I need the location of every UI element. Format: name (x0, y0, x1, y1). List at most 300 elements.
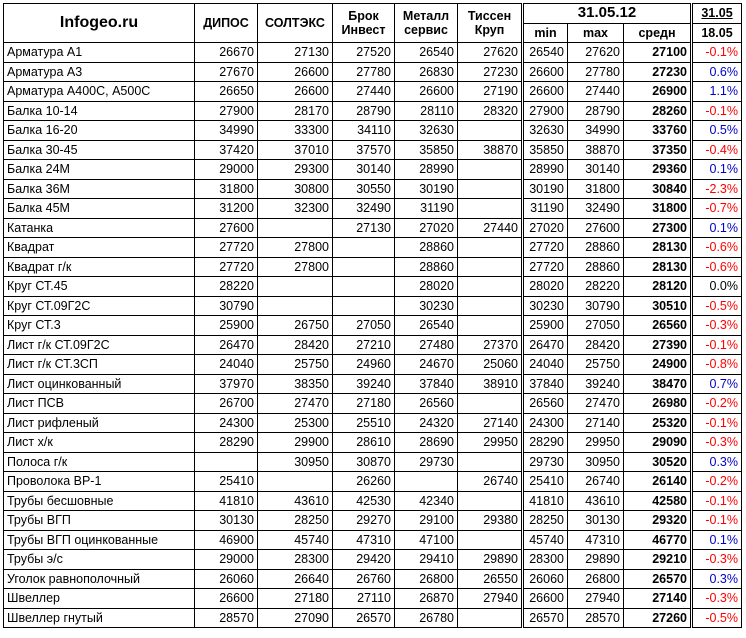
price-brok-invest: 42530 (333, 491, 395, 511)
product-name: Швеллер (4, 589, 195, 609)
price-tissen-krup (458, 121, 523, 141)
price-tissen-krup: 29380 (458, 511, 523, 531)
price-min: 29730 (523, 452, 568, 472)
price-avg: 37350 (624, 140, 692, 160)
price-avg: 26560 (624, 316, 692, 336)
price-avg: 29360 (624, 160, 692, 180)
price-soltex: 32300 (258, 199, 333, 219)
price-avg: 27100 (624, 43, 692, 63)
price-metall-servis: 30190 (395, 179, 458, 199)
supplier-header-metall-servis: Металл сервис (395, 4, 458, 43)
price-dipos: 30790 (195, 296, 258, 316)
price-soltex: 27800 (258, 257, 333, 277)
price-soltex: 43610 (258, 491, 333, 511)
price-metall-servis: 29730 (395, 452, 458, 472)
price-min: 37840 (523, 374, 568, 394)
price-tissen-krup (458, 179, 523, 199)
price-dipos: 34990 (195, 121, 258, 141)
stat-header-avg: средн (624, 23, 692, 43)
price-change: -0.2% (692, 472, 742, 492)
price-brok-invest: 27050 (333, 316, 395, 336)
table-row (4, 569, 742, 589)
price-soltex (258, 218, 333, 238)
price-min: 28300 (523, 550, 568, 570)
price-tissen-krup (458, 491, 523, 511)
price-soltex: 30950 (258, 452, 333, 472)
price-soltex: 29900 (258, 433, 333, 453)
price-avg: 30510 (624, 296, 692, 316)
price-tissen-krup (458, 296, 523, 316)
price-metall-servis: 37840 (395, 374, 458, 394)
price-change: 0.3% (692, 452, 742, 472)
price-avg: 25320 (624, 413, 692, 433)
price-min: 24300 (523, 413, 568, 433)
price-avg: 27300 (624, 218, 692, 238)
price-avg: 28130 (624, 257, 692, 277)
table-row (4, 296, 742, 316)
price-metall-servis: 28990 (395, 160, 458, 180)
product-name: Балка 24М (4, 160, 195, 180)
price-avg: 26900 (624, 82, 692, 102)
price-min: 30230 (523, 296, 568, 316)
price-min: 45740 (523, 530, 568, 550)
price-metall-servis: 28110 (395, 101, 458, 121)
price-max: 30950 (568, 452, 624, 472)
product-name: Лист рифленый (4, 413, 195, 433)
price-avg: 30520 (624, 452, 692, 472)
product-name: Катанка (4, 218, 195, 238)
price-rows (4, 43, 742, 628)
price-min: 26470 (523, 335, 568, 355)
price-change: -0.6% (692, 238, 742, 258)
price-tissen-krup (458, 277, 523, 297)
price-change: 0.1% (692, 218, 742, 238)
price-dipos: 30130 (195, 511, 258, 531)
price-metall-servis (395, 472, 458, 492)
price-avg: 30840 (624, 179, 692, 199)
price-max: 27140 (568, 413, 624, 433)
price-avg: 29210 (624, 550, 692, 570)
price-soltex: 28250 (258, 511, 333, 531)
price-dipos: 27720 (195, 238, 258, 258)
price-change: 0.0% (692, 277, 742, 297)
site-brand[interactable]: Infogeo.ru (4, 4, 195, 43)
price-avg: 31800 (624, 199, 692, 219)
price-max: 27600 (568, 218, 624, 238)
price-soltex: 28300 (258, 550, 333, 570)
price-brok-invest: 28610 (333, 433, 395, 453)
product-name: Лист г/к СТ.3СП (4, 355, 195, 375)
table-row (4, 433, 742, 453)
price-max: 28220 (568, 277, 624, 297)
price-change: 0.3% (692, 569, 742, 589)
price-change: -0.1% (692, 101, 742, 121)
price-brok-invest: 30140 (333, 160, 395, 180)
price-max: 27780 (568, 62, 624, 82)
table-row (4, 257, 742, 277)
table-row (4, 511, 742, 531)
supplier-header-brok-invest: Брок Инвест (333, 4, 395, 43)
price-tissen-krup (458, 394, 523, 414)
price-min: 26060 (523, 569, 568, 589)
price-brok-invest: 37570 (333, 140, 395, 160)
price-tissen-krup (458, 530, 523, 550)
price-brok-invest: 27440 (333, 82, 395, 102)
price-brok-invest (333, 257, 395, 277)
price-brok-invest: 26260 (333, 472, 395, 492)
current-date-header: 31.05.12 (523, 4, 692, 24)
price-brok-invest: 27210 (333, 335, 395, 355)
price-avg: 27140 (624, 589, 692, 609)
price-avg: 28260 (624, 101, 692, 121)
price-min: 26540 (523, 43, 568, 63)
price-min: 24040 (523, 355, 568, 375)
table-row (4, 335, 742, 355)
price-tissen-krup (458, 316, 523, 336)
table-row (4, 43, 742, 63)
product-name: Швеллер гнутый (4, 608, 195, 628)
price-dipos: 26600 (195, 589, 258, 609)
product-name: Трубы э/с (4, 550, 195, 570)
price-metall-servis: 28020 (395, 277, 458, 297)
table-row (4, 589, 742, 609)
price-metall-servis: 26870 (395, 589, 458, 609)
price-min: 28250 (523, 511, 568, 531)
price-min: 26560 (523, 394, 568, 414)
product-name: Трубы ВГП (4, 511, 195, 531)
price-avg: 38470 (624, 374, 692, 394)
product-name: Балка 10-14 (4, 101, 195, 121)
change-date-top[interactable]: 31.05 (692, 4, 742, 24)
price-metall-servis: 30230 (395, 296, 458, 316)
price-max: 31800 (568, 179, 624, 199)
stat-header-max: max (568, 23, 624, 43)
price-soltex: 26600 (258, 62, 333, 82)
price-change: -0.3% (692, 589, 742, 609)
price-soltex: 26750 (258, 316, 333, 336)
price-max: 27470 (568, 394, 624, 414)
price-max: 27440 (568, 82, 624, 102)
price-min: 27720 (523, 238, 568, 258)
price-max: 26740 (568, 472, 624, 492)
price-avg: 33760 (624, 121, 692, 141)
price-min: 30190 (523, 179, 568, 199)
price-brok-invest (333, 296, 395, 316)
price-metall-servis: 31190 (395, 199, 458, 219)
price-max: 28860 (568, 238, 624, 258)
price-max: 28570 (568, 608, 624, 628)
price-change: -0.3% (692, 550, 742, 570)
price-change: 0.5% (692, 121, 742, 141)
price-soltex: 33300 (258, 121, 333, 141)
price-avg: 26140 (624, 472, 692, 492)
price-min: 26600 (523, 82, 568, 102)
price-min: 27020 (523, 218, 568, 238)
table-row (4, 550, 742, 570)
price-metall-servis: 24320 (395, 413, 458, 433)
price-change: -0.5% (692, 296, 742, 316)
product-name: Круг СТ.09Г2С (4, 296, 195, 316)
price-brok-invest (333, 277, 395, 297)
price-dipos: 24040 (195, 355, 258, 375)
supplier-header-dipos: ДИПОС (195, 4, 258, 43)
price-tissen-krup: 27140 (458, 413, 523, 433)
price-change: -0.1% (692, 511, 742, 531)
product-name: Балка 36М (4, 179, 195, 199)
table-row (4, 62, 742, 82)
price-change: -0.2% (692, 394, 742, 414)
price-dipos: 29000 (195, 550, 258, 570)
price-change: 1.1% (692, 82, 742, 102)
product-name: Лист оцинкованный (4, 374, 195, 394)
price-soltex: 28170 (258, 101, 333, 121)
price-dipos: 28220 (195, 277, 258, 297)
price-change: -0.3% (692, 433, 742, 453)
price-change: -0.6% (692, 257, 742, 277)
price-dipos: 24300 (195, 413, 258, 433)
price-max: 27050 (568, 316, 624, 336)
price-metall-servis: 29100 (395, 511, 458, 531)
price-tissen-krup: 27620 (458, 43, 523, 63)
price-brok-invest: 47310 (333, 530, 395, 550)
price-metall-servis: 28860 (395, 238, 458, 258)
price-soltex (258, 277, 333, 297)
product-name: Квадрат г/к (4, 257, 195, 277)
price-change: -2.3% (692, 179, 742, 199)
price-max: 29890 (568, 550, 624, 570)
product-name: Трубы ВГП оцинкованные (4, 530, 195, 550)
price-soltex: 37010 (258, 140, 333, 160)
price-metall-servis: 35850 (395, 140, 458, 160)
table-row (4, 160, 742, 180)
price-soltex: 29300 (258, 160, 333, 180)
table-row (4, 608, 742, 628)
price-dipos: 31200 (195, 199, 258, 219)
table-row (4, 140, 742, 160)
change-date-bottom: 18.05 (692, 23, 742, 43)
price-table (3, 3, 742, 628)
stat-header-min: min (523, 23, 568, 43)
price-tissen-krup: 27230 (458, 62, 523, 82)
price-brok-invest: 26760 (333, 569, 395, 589)
price-tissen-krup: 38870 (458, 140, 523, 160)
price-tissen-krup: 27940 (458, 589, 523, 609)
price-dipos: 28570 (195, 608, 258, 628)
price-change: 0.6% (692, 62, 742, 82)
price-dipos: 27600 (195, 218, 258, 238)
price-metall-servis: 42340 (395, 491, 458, 511)
price-soltex (258, 472, 333, 492)
price-soltex: 28420 (258, 335, 333, 355)
price-change: -0.1% (692, 491, 742, 511)
price-brok-invest: 34110 (333, 121, 395, 141)
table-row (4, 316, 742, 336)
price-dipos: 27720 (195, 257, 258, 277)
price-brok-invest: 30870 (333, 452, 395, 472)
price-avg: 42580 (624, 491, 692, 511)
price-tissen-krup: 29890 (458, 550, 523, 570)
table-row (4, 82, 742, 102)
price-dipos: 37420 (195, 140, 258, 160)
table-row (4, 199, 742, 219)
price-soltex: 25300 (258, 413, 333, 433)
table-row (4, 452, 742, 472)
price-brok-invest: 27130 (333, 218, 395, 238)
price-tissen-krup: 38910 (458, 374, 523, 394)
price-tissen-krup: 29950 (458, 433, 523, 453)
price-min: 27720 (523, 257, 568, 277)
price-metall-servis: 24670 (395, 355, 458, 375)
price-change: -0.5% (692, 608, 742, 628)
price-tissen-krup (458, 238, 523, 258)
product-name: Уголок равнополочный (4, 569, 195, 589)
price-avg: 27260 (624, 608, 692, 628)
table-row (4, 277, 742, 297)
product-name: Арматура А3 (4, 62, 195, 82)
table-row (4, 179, 742, 199)
price-brok-invest: 26570 (333, 608, 395, 628)
price-dipos: 46900 (195, 530, 258, 550)
price-avg: 27390 (624, 335, 692, 355)
price-soltex (258, 296, 333, 316)
price-soltex: 26640 (258, 569, 333, 589)
price-metall-servis: 47100 (395, 530, 458, 550)
price-avg: 24900 (624, 355, 692, 375)
price-tissen-krup: 27190 (458, 82, 523, 102)
price-dipos: 28290 (195, 433, 258, 453)
price-tissen-krup (458, 160, 523, 180)
price-tissen-krup (458, 452, 523, 472)
price-metall-servis: 28860 (395, 257, 458, 277)
price-min: 26570 (523, 608, 568, 628)
price-tissen-krup: 28320 (458, 101, 523, 121)
product-name: Трубы бесшовные (4, 491, 195, 511)
product-name: Балка 16-20 (4, 121, 195, 141)
price-dipos: 26650 (195, 82, 258, 102)
price-tissen-krup: 25060 (458, 355, 523, 375)
supplier-header-soltex: СОЛТЭКС (258, 4, 333, 43)
product-name: Балка 30-45 (4, 140, 195, 160)
price-metall-servis: 26540 (395, 316, 458, 336)
price-brok-invest: 27520 (333, 43, 395, 63)
table-row (4, 218, 742, 238)
price-max: 43610 (568, 491, 624, 511)
price-brok-invest: 25510 (333, 413, 395, 433)
product-name: Проволока ВР-1 (4, 472, 195, 492)
price-min: 25410 (523, 472, 568, 492)
table-row (4, 238, 742, 258)
price-max: 30790 (568, 296, 624, 316)
price-metall-servis: 28690 (395, 433, 458, 453)
price-dipos: 27900 (195, 101, 258, 121)
price-brok-invest: 32490 (333, 199, 395, 219)
price-avg: 29320 (624, 511, 692, 531)
table-row (4, 394, 742, 414)
price-change: 0.1% (692, 530, 742, 550)
price-brok-invest: 39240 (333, 374, 395, 394)
price-soltex: 45740 (258, 530, 333, 550)
price-max: 47310 (568, 530, 624, 550)
product-name: Круг СТ.45 (4, 277, 195, 297)
price-dipos: 26700 (195, 394, 258, 414)
price-avg: 28130 (624, 238, 692, 258)
price-max: 38870 (568, 140, 624, 160)
price-brok-invest: 29270 (333, 511, 395, 531)
price-min: 25900 (523, 316, 568, 336)
price-metall-servis: 26780 (395, 608, 458, 628)
price-soltex: 27470 (258, 394, 333, 414)
price-soltex: 27090 (258, 608, 333, 628)
price-soltex: 27800 (258, 238, 333, 258)
price-dipos: 37970 (195, 374, 258, 394)
price-soltex: 26600 (258, 82, 333, 102)
price-max: 30140 (568, 160, 624, 180)
price-max: 34990 (568, 121, 624, 141)
price-change: 0.1% (692, 160, 742, 180)
price-soltex: 30800 (258, 179, 333, 199)
price-min: 32630 (523, 121, 568, 141)
price-change: -0.4% (692, 140, 742, 160)
price-min: 41810 (523, 491, 568, 511)
table-row (4, 121, 742, 141)
product-name: Арматура А400С, А500С (4, 82, 195, 102)
price-tissen-krup: 27370 (458, 335, 523, 355)
price-metall-servis: 29410 (395, 550, 458, 570)
price-dipos: 25410 (195, 472, 258, 492)
price-max: 26800 (568, 569, 624, 589)
product-name: Арматура А1 (4, 43, 195, 63)
product-name: Квадрат (4, 238, 195, 258)
price-max: 29950 (568, 433, 624, 453)
price-min: 28290 (523, 433, 568, 453)
price-brok-invest: 27180 (333, 394, 395, 414)
price-avg: 26570 (624, 569, 692, 589)
price-tissen-krup (458, 257, 523, 277)
price-dipos: 26670 (195, 43, 258, 63)
price-dipos (195, 452, 258, 472)
price-metall-servis: 26800 (395, 569, 458, 589)
price-metall-servis: 26600 (395, 82, 458, 102)
price-max: 27940 (568, 589, 624, 609)
price-metall-servis: 26830 (395, 62, 458, 82)
price-min: 28020 (523, 277, 568, 297)
price-metall-servis: 26560 (395, 394, 458, 414)
price-brok-invest: 28790 (333, 101, 395, 121)
header-row-top (4, 4, 742, 24)
price-avg: 29090 (624, 433, 692, 453)
product-name: Лист г/к СТ.09Г2С (4, 335, 195, 355)
price-brok-invest: 27780 (333, 62, 395, 82)
price-max: 28860 (568, 257, 624, 277)
price-brok-invest (333, 238, 395, 258)
supplier-header-tissen-krup: Тиссен Круп (458, 4, 523, 43)
price-metall-servis: 27020 (395, 218, 458, 238)
table-row (4, 101, 742, 121)
price-tissen-krup (458, 608, 523, 628)
price-min: 28990 (523, 160, 568, 180)
price-tissen-krup (458, 199, 523, 219)
price-brok-invest: 30550 (333, 179, 395, 199)
price-min: 26600 (523, 589, 568, 609)
price-max: 32490 (568, 199, 624, 219)
price-tissen-krup: 26550 (458, 569, 523, 589)
price-change: -0.3% (692, 316, 742, 336)
price-metall-servis: 27480 (395, 335, 458, 355)
price-soltex: 27130 (258, 43, 333, 63)
price-metall-servis: 32630 (395, 121, 458, 141)
price-brok-invest: 24960 (333, 355, 395, 375)
price-change: -0.8% (692, 355, 742, 375)
